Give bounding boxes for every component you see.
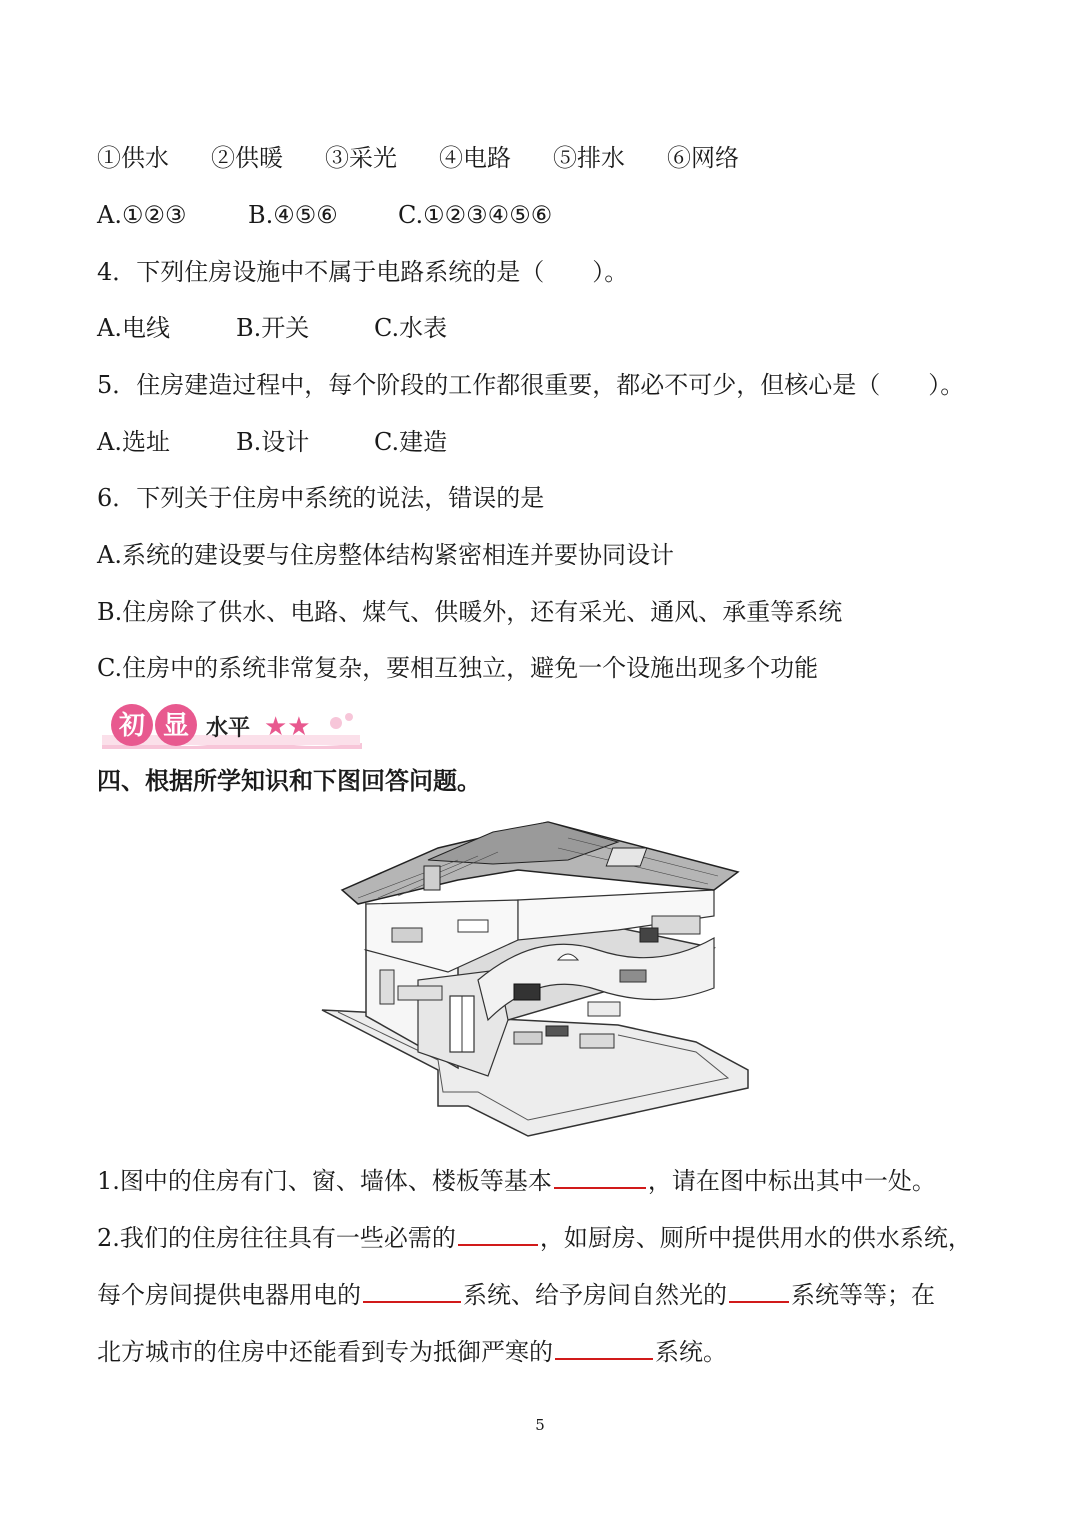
- level-badge: [100, 703, 366, 751]
- option-a: A.选址: [97, 428, 170, 456]
- answer-blank[interactable]: [458, 1218, 538, 1246]
- bed: [652, 916, 700, 934]
- option-c: C.水表: [374, 314, 448, 342]
- house-illustration: [318, 820, 754, 1138]
- chimney: [424, 866, 440, 890]
- star-icon: ★★: [264, 712, 311, 742]
- kitchen-counter: [398, 986, 442, 1000]
- option-c: C.建造: [374, 428, 448, 456]
- sofa-lower: [588, 1002, 620, 1016]
- bubble-icon: [345, 713, 353, 721]
- fridge: [380, 970, 394, 1004]
- option-b: B.开关: [236, 314, 310, 342]
- question-4-options: [97, 311, 447, 345]
- fill-text: 每个房间提供电器用电的: [97, 1281, 361, 1309]
- answer-blank[interactable]: [555, 1332, 653, 1360]
- badge-char-1: 初: [118, 711, 146, 741]
- skylight: [606, 848, 647, 866]
- fill-text: 2.我们的住房往往具有一些必需的: [97, 1224, 456, 1252]
- q3-item: ⑤排水: [553, 144, 625, 172]
- option-b: B.设计: [236, 428, 310, 456]
- q3-item: ⑥网络: [667, 144, 739, 172]
- fill-text: 1.图中的住房有门、窗、墙体、楼板等基本: [97, 1167, 552, 1195]
- answer-blank[interactable]: [554, 1161, 646, 1189]
- q3-item: ①供水: [97, 144, 169, 172]
- option-c: C.①②③④⑤⑥: [398, 201, 553, 229]
- fill-question-2-line-3: [97, 1332, 727, 1369]
- q3-item: ③采光: [325, 144, 397, 172]
- ground-base: [322, 1010, 748, 1136]
- fill-question-2-line-1: [97, 1218, 972, 1255]
- q3-items: [97, 141, 739, 175]
- question-5-options: [97, 425, 447, 459]
- fill-text: 系统。: [655, 1338, 727, 1366]
- fill-text: 系统、给予房间自然光的: [463, 1281, 727, 1309]
- armchair: [580, 1034, 614, 1048]
- q3-options: [97, 198, 552, 232]
- fill-text: ，请在图中标出其中一处。: [647, 1167, 936, 1195]
- radiator: [620, 970, 646, 982]
- option-b: B.住房除了供水、电路、煤气、供暖外，还有采光、通风、承重等系统: [97, 598, 843, 626]
- badge-label: 水平: [206, 716, 251, 741]
- answer-blank[interactable]: [363, 1275, 461, 1303]
- question-4-stem: 4．下列住房设施中不属于电路系统的是（ ）。: [97, 258, 629, 286]
- page-number: 5: [535, 1416, 545, 1434]
- question-5-stem: 5．住房建造过程中，每个阶段的工作都很重要，都必不可少，但核心是（ ）。: [97, 371, 965, 399]
- option-c: C.住房中的系统非常复杂，要相互独立，避免一个设施出现多个功能: [97, 654, 819, 682]
- picture-frames: [458, 920, 488, 932]
- fill-text: 北方城市的住房中还能看到专为抵御严寒的: [97, 1338, 553, 1366]
- option-a: A.①②③: [97, 201, 187, 229]
- fill-text: 系统等等；在: [791, 1281, 935, 1309]
- q3-item: ④电路: [439, 144, 511, 172]
- bubble-icon: [330, 717, 342, 729]
- desk: [640, 928, 658, 942]
- option-a: A.系统的建设要与住房整体结构紧密相连并要协同设计: [97, 541, 674, 569]
- coffee-table: [546, 1026, 568, 1036]
- section-heading: 四、根据所学知识和下图回答问题。: [97, 767, 481, 795]
- fill-question-1: [97, 1161, 936, 1198]
- answer-blank[interactable]: [729, 1275, 789, 1303]
- fill-text: ，如厨房、厕所中提供用水的供水系统，: [539, 1224, 972, 1252]
- option-a: A.电线: [97, 314, 170, 342]
- television: [514, 984, 540, 1000]
- option-b: B.④⑤⑥: [248, 201, 338, 229]
- fill-question-2-line-2: [97, 1275, 935, 1312]
- q3-item: ②供暖: [211, 144, 283, 172]
- sofa: [392, 928, 422, 942]
- badge-char-2: 显: [162, 711, 190, 741]
- chair: [514, 1032, 542, 1044]
- question-6-stem: 6．下列关于住房中系统的说法，错误的是: [97, 484, 545, 512]
